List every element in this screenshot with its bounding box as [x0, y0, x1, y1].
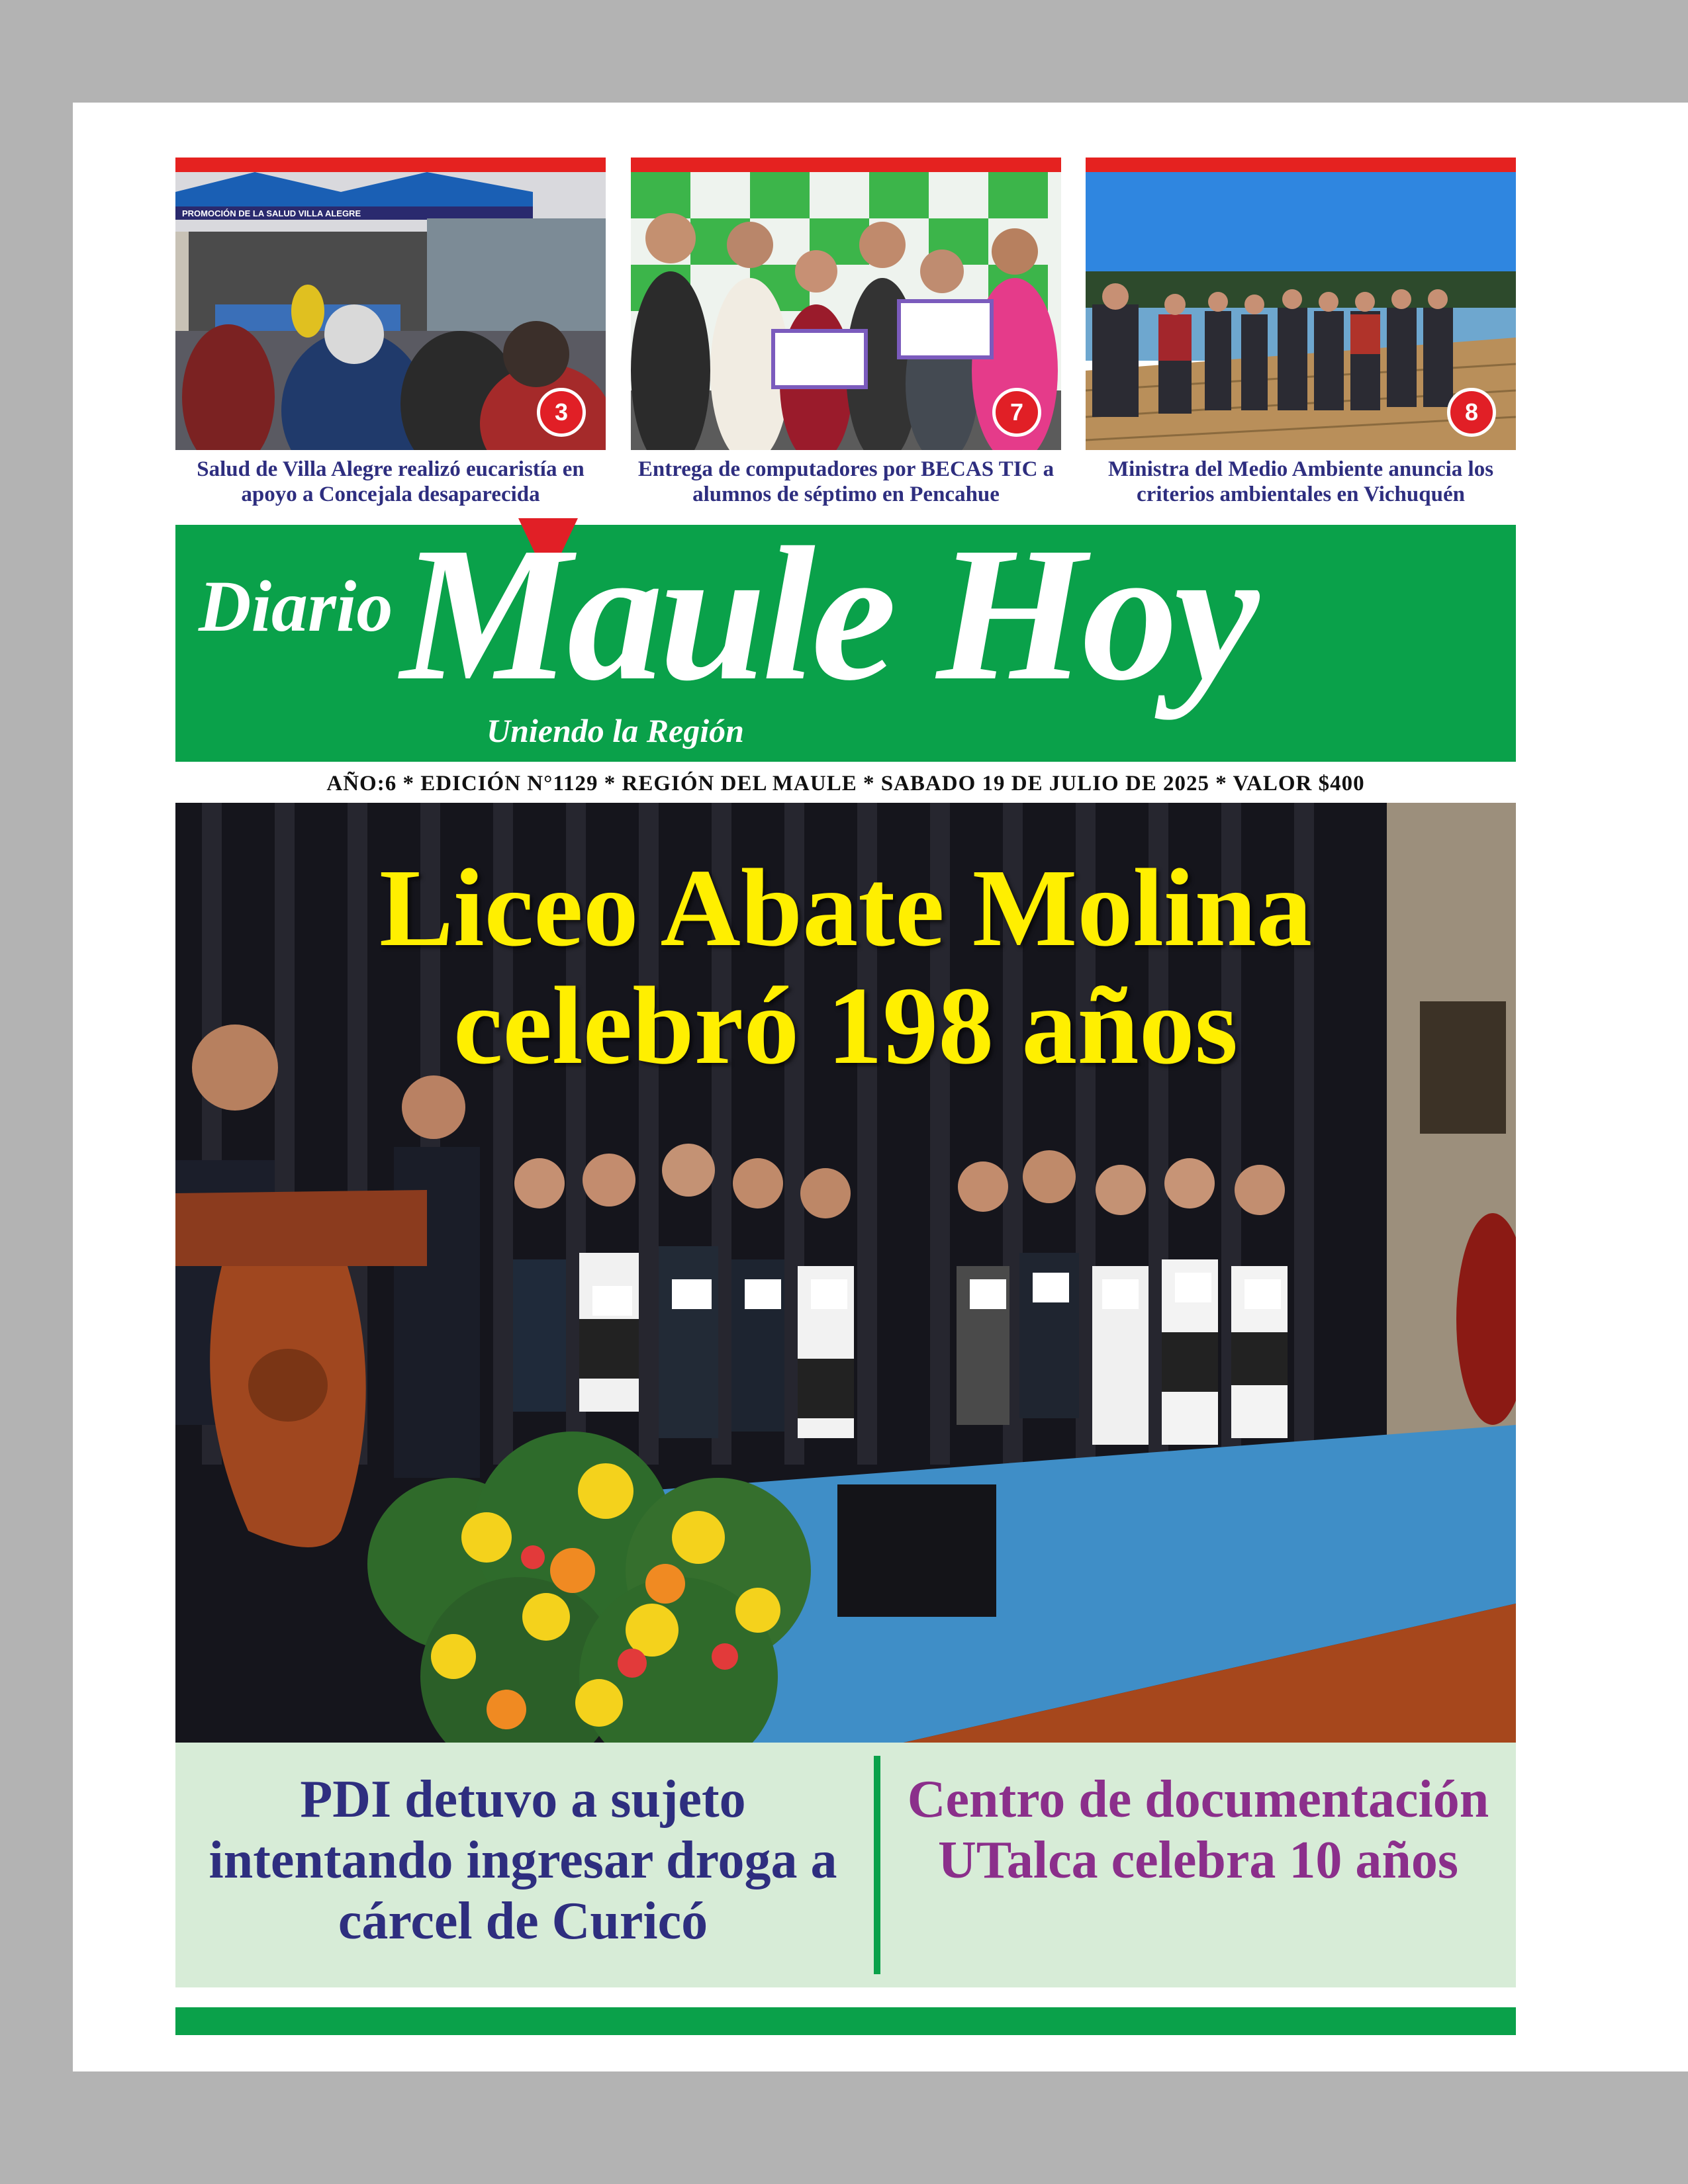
teaser-page-3[interactable] — [175, 158, 606, 507]
teaser-caption: Salud de Villa Alegre realizó eucaristía en apoyo a Concejala desaparecida — [197, 457, 585, 506]
page-number-badge: 7 — [992, 388, 1041, 437]
story-pdi[interactable]: PDI detuvo a sujeto intentando ingresar droga a cárcel de Curicó — [209, 1770, 837, 1950]
newspaper-page — [73, 103, 1688, 2071]
story-utalca[interactable]: Centro de documentación UTalca celebra 10 años — [907, 1770, 1489, 1889]
main-story-photo[interactable] — [175, 803, 1516, 1743]
story-divider — [874, 1756, 880, 1974]
teaser-photo-pencahue — [631, 172, 1061, 450]
secondary-stories — [175, 1743, 1516, 1987]
masthead-title: Maule Hoy — [400, 508, 1256, 720]
teaser-photo-vichuquen — [1086, 172, 1516, 450]
teaser-page-7[interactable] — [631, 158, 1061, 507]
page-number-badge: 3 — [537, 388, 586, 437]
teaser-red-bar — [1086, 158, 1516, 172]
teaser-photo-villa-alegre — [175, 172, 606, 450]
masthead — [175, 508, 1516, 762]
masthead-prefix: Diario — [199, 566, 393, 647]
edition-line: AÑO:6 * EDICIÓN N°1129 * REGIÓN DEL MAULE * SABADO 19 DE JULIO DE 2025 * VALOR $400 — [326, 772, 1365, 796]
teaser-red-bar — [175, 158, 606, 172]
footer-green-bar — [175, 2007, 1516, 2035]
main-headline — [175, 846, 1516, 1087]
masthead-slogan: Uniendo la Región — [487, 712, 744, 749]
teaser-caption: Ministra del Medio Ambiente anuncia los criterios ambientales en Vichuquén — [1107, 457, 1494, 506]
page-number-badge: 8 — [1447, 388, 1496, 437]
teaser-red-bar — [631, 158, 1061, 172]
headline-line-1: Liceo Abate Molina — [379, 846, 1313, 970]
tent-banner-text: PROMOCIÓN DE LA SALUD VILLA ALEGRE — [182, 208, 361, 218]
teaser-page-8[interactable] — [1086, 158, 1516, 507]
teaser-caption: Entrega de computadores por BECAS TIC a alumnos de séptimo en Pencahue — [637, 457, 1055, 506]
headline-line-2: celebró 198 años — [453, 964, 1239, 1087]
